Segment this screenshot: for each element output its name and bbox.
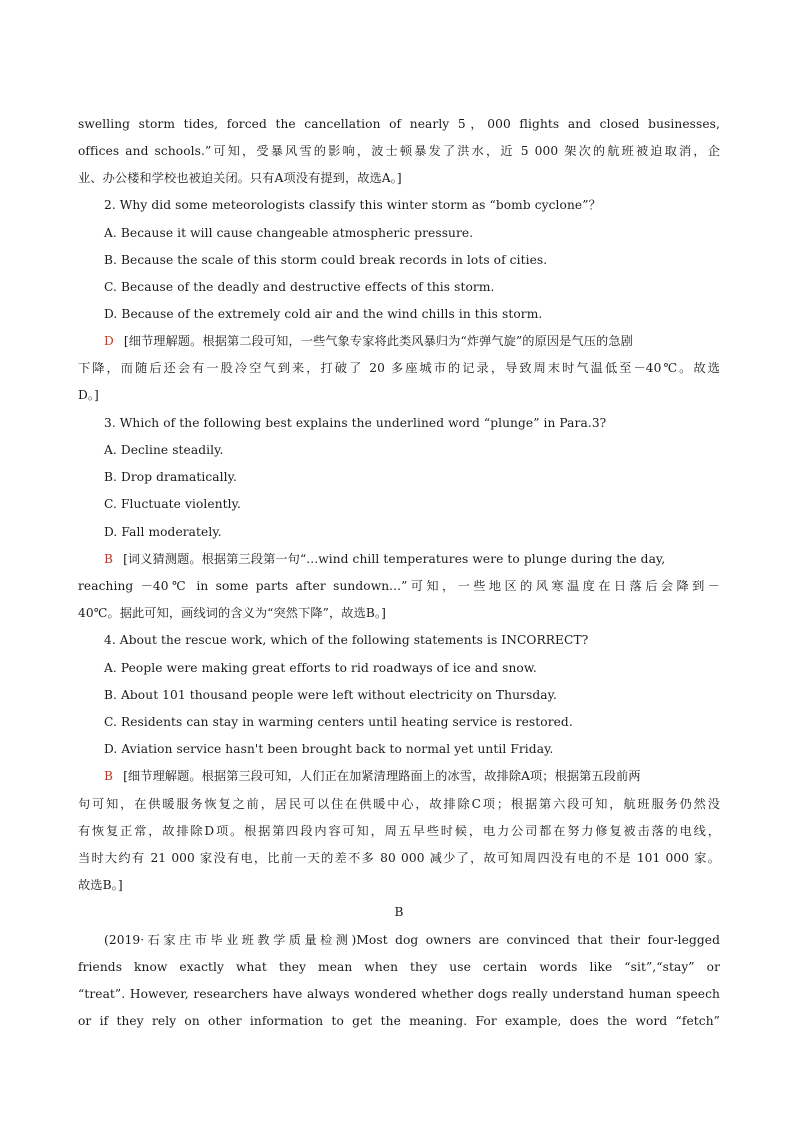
text-line: 句可知，在供暖服务恢复之前，居民可以住在供暖中心，故排除C项；根据第六段可知，航班服务仍然没 <box>78 797 720 811</box>
explanation-text: [细节理解题。根据第二段可知，一些气象专家将此类风暴归为“炸弹气旋”的原因是气压的急剧 <box>123 334 633 348</box>
explanation-text: [细节理解题。根据第三段可知，人们正在加紧清理路面上的冰雪，故排除A项；根据第五段前两 <box>123 769 641 783</box>
passage-line: (2019·石家庄市毕业班教学质量检测)Most dog owners are convinced that their four-legged <box>104 933 720 947</box>
explanation-text: [词义猜测题。根据第三段第一句“...wind chill temperatures were to plunge during the day, <box>123 552 666 566</box>
text-line: 有恢复正常，故排除D项。根据第四段内容可知，周五早些时候，电力公司都在努力修复被击落的电线， <box>78 824 720 838</box>
text-line: 下降，而随后还会有一股冷空气到来，打破了 20 多座城市的记录，导致周末时气温低至－40℃。故选 <box>78 361 720 375</box>
explanation-line <box>104 333 720 349</box>
option-d: D. Fall moderately. <box>104 525 222 539</box>
text-line: 当时大约有 21 000 家没有电，比前一天的差不多 80 000 减少了，故可知周四没有电的不是 101 000 家。 <box>78 851 720 865</box>
passage-line: “treat”. However, researchers have always wondered whether dogs really understand human speech <box>78 987 720 1001</box>
option-c: C. Fluctuate violently. <box>104 497 241 511</box>
option-b: B. Because the scale of this storm could break records in lots of cities. <box>104 253 548 267</box>
option-b: B. Drop dramatically. <box>104 470 237 484</box>
question-4: 4. About the rescue work, which of the following statements is INCORRECT? <box>104 633 589 647</box>
text-line: 故选B。] <box>78 878 123 892</box>
text-line: offices and schools.”可知，受暴风雪的影响，波士顿暴发了洪水，近 5 000 架次的航班被迫取消，企 <box>78 144 720 158</box>
option-a: A. People were making great efforts to rid roadways of ice and snow. <box>104 661 537 675</box>
option-a: A. Decline steadily. <box>104 443 224 457</box>
passage-line: friends know exactly what they mean when they use certain words like “sit”,“stay” or <box>78 960 720 974</box>
question-3: 3. Which of the following best explains the underlined word “plunge” in Para.3? <box>104 416 607 430</box>
option-b: B. About 101 thousand people were left without electricity on Thursday. <box>104 688 557 702</box>
text-line: 40℃。据此可知，画线词的含义为“突然下降”，故选B。] <box>78 606 386 620</box>
answer-letter: B <box>104 769 114 783</box>
text-line: swelling storm tides, forced the cancellation of nearly 5，000 flights and closed businesses, <box>78 117 720 131</box>
explanation-line <box>104 551 720 567</box>
text-line: reaching －40℃ in some parts after sundown...”可知，一些地区的风寒温度在日落后会降到－ <box>78 579 720 593</box>
passage-line: or if they rely on other information to get the meaning. For example, does the word “fetch” <box>78 1014 720 1028</box>
explanation-line <box>104 768 720 784</box>
option-a: A. Because it will cause changeable atmospheric pressure. <box>104 226 474 240</box>
section-heading: B <box>394 905 404 919</box>
option-c: C. Because of the deadly and destructive effects of this storm. <box>104 280 495 294</box>
text-line: 业、办公楼和学校也被迫关闭。只有A项没有提到，故选A。] <box>78 171 402 185</box>
option-d: D. Aviation service hasn't been brought back to normal yet until Friday. <box>104 742 554 756</box>
option-d: D. Because of the extremely cold air and the wind chills in this storm. <box>104 307 543 321</box>
option-c: C. Residents can stay in warming centers until heating service is restored. <box>104 715 573 729</box>
text-line: D。] <box>78 388 99 402</box>
answer-letter: B <box>104 552 114 566</box>
question-2: 2. Why did some meteorologists classify this winter storm as “bomb cyclone”？ <box>104 198 601 212</box>
answer-letter: D <box>104 334 114 348</box>
